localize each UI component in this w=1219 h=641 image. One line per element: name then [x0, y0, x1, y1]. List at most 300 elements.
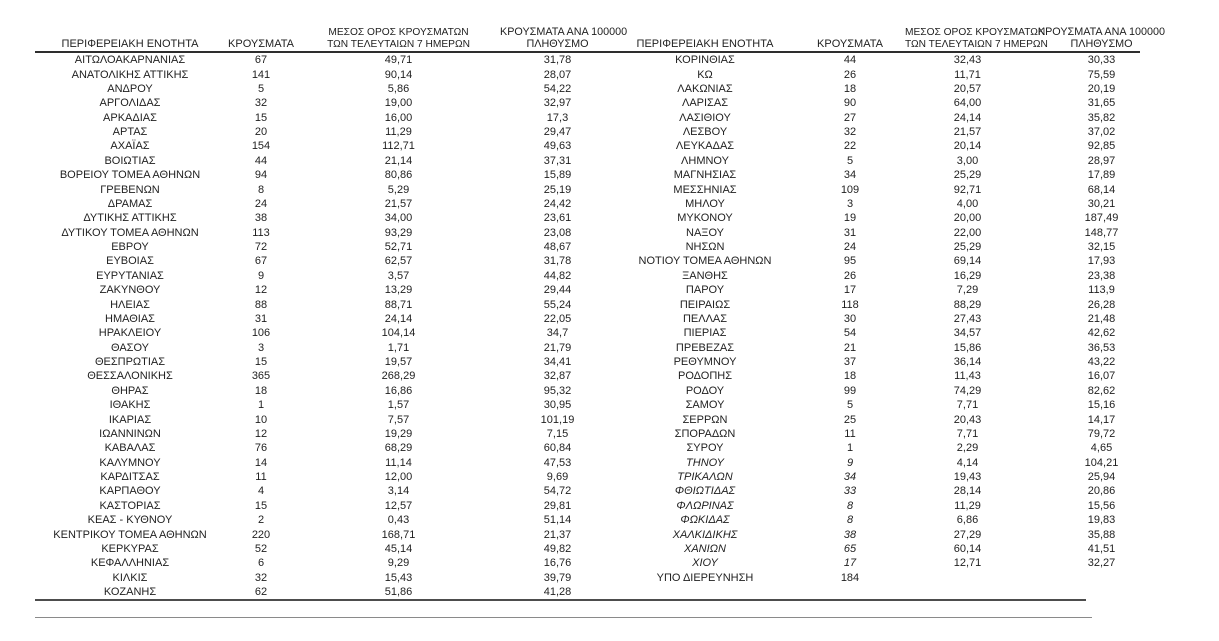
table-row — [35, 527, 615, 541]
avg7-cell: 11,29 — [385, 126, 412, 139]
per100k-cell: 9,69 — [546, 471, 569, 484]
cases-cell: 26 — [843, 68, 857, 81]
region-cell: ΤΡΙΚΑΛΩΝ — [677, 471, 733, 484]
per100k-cell: 21,37 — [543, 528, 572, 541]
avg7-cell: 45,14 — [384, 542, 413, 555]
right-header-row — [615, 14, 1173, 53]
avg7-cell: 74,29 — [953, 384, 982, 397]
region-cell: ΗΡΑΚΛΕΙΟΥ — [98, 327, 162, 340]
table-row — [615, 355, 1173, 369]
avg7-cell: 5,86 — [387, 82, 410, 95]
cases-cell: 2 — [257, 514, 265, 527]
region-cell: ΜΗΛΟΥ — [685, 197, 725, 210]
per100k-cell: 17,3 — [546, 111, 569, 124]
table-row — [615, 211, 1173, 225]
avg7-cell: 36,14 — [953, 356, 982, 369]
cases-cell: 33 — [843, 485, 857, 498]
avg7-cell: 11,43 — [954, 370, 981, 383]
table-row — [35, 154, 615, 168]
region-cell: ΙΩΑΝΝΙΝΩΝ — [99, 427, 161, 440]
left-table-body — [35, 53, 615, 599]
cases-cell: 72 — [254, 241, 268, 254]
cases-cell: 1 — [846, 442, 854, 455]
table-row — [35, 470, 615, 484]
table-row — [615, 341, 1173, 355]
table-row — [615, 297, 1173, 311]
col-header-avg7: ΜΕΣΟΣ ΟΡΟΣ ΚΡΟΥΣΜΑΤΩΝ ΤΩΝ ΤΕΛΕΥΤΑΙΩΝ 7 ΗΜΕΡΩΝ — [327, 27, 470, 50]
cases-cell: 65 — [843, 542, 857, 555]
cases-cell: 34 — [843, 169, 857, 182]
right-region-table — [615, 14, 1173, 585]
cases-cell: 14 — [254, 456, 268, 469]
per100k-cell: 25,19 — [543, 183, 572, 196]
per100k-cell: 31,78 — [543, 54, 572, 67]
region-cell: ΧΙΟΥ — [692, 557, 718, 570]
avg7-cell: 1,71 — [387, 341, 410, 354]
per100k-cell: 28,97 — [1087, 154, 1116, 167]
per100k-cell: 19,83 — [1087, 514, 1116, 527]
per100k-cell: 35,82 — [1087, 111, 1116, 124]
table-row — [35, 513, 615, 527]
region-cell: ΘΕΣΣΑΛΟΝΙΚΗΣ — [87, 370, 173, 383]
table-row — [615, 82, 1173, 96]
avg7-cell: 25,29 — [953, 169, 982, 182]
per100k-cell: 55,24 — [543, 298, 572, 311]
region-cell: ΛΗΜΝΟΥ — [681, 154, 729, 167]
avg7-cell: 22,00 — [953, 226, 982, 239]
avg7-cell: 20,57 — [953, 82, 982, 95]
per100k-cell: 36,53 — [1087, 341, 1116, 354]
avg7-cell: 104,14 — [381, 327, 416, 340]
per100k-cell: 92,85 — [1087, 140, 1116, 153]
avg7-cell: 7,29 — [956, 284, 979, 297]
region-cell: ΠΕΛΛΑΣ — [682, 312, 728, 325]
cases-cell: 17 — [843, 557, 857, 570]
avg7-cell: 7,57 — [387, 413, 410, 426]
table-row — [615, 96, 1173, 110]
per100k-cell: 42,62 — [1087, 327, 1116, 340]
per100k-cell: 41,28 — [543, 586, 572, 599]
cases-cell: 15 — [254, 499, 268, 512]
region-cell: ΡΟΔΟΥ — [685, 384, 725, 397]
per100k-cell: 68,14 — [1087, 183, 1116, 196]
region-cell: ΚΕΦΑΛΛΗΝΙΑΣ — [90, 557, 170, 570]
table-row — [35, 269, 615, 283]
region-cell: ΦΘΙΩΤΙΔΑΣ — [674, 485, 736, 498]
cases-cell: 26 — [843, 269, 857, 282]
table-row — [35, 283, 615, 297]
per100k-cell: 25,94 — [1087, 471, 1116, 484]
region-cell: ΡΟΔΟΠΗΣ — [677, 370, 733, 383]
region-cell: ΖΑΚΥΝΘΟΥ — [99, 284, 161, 297]
avg7-cell: 32,43 — [953, 54, 982, 67]
avg7-cell: 2,29 — [956, 442, 979, 455]
avg7-cell: 34,00 — [384, 212, 413, 225]
header-underline — [35, 51, 1140, 53]
avg7-cell: 51,86 — [384, 586, 413, 599]
per100k-cell: 21,48 — [1087, 312, 1116, 325]
table-row — [35, 441, 615, 455]
table-row — [35, 96, 615, 110]
cases-cell: 9 — [257, 269, 265, 282]
table-row — [615, 111, 1173, 125]
region-cell: ΔΥΤΙΚΗΣ ΑΤΤΙΚΗΣ — [83, 212, 177, 225]
col-header-region: ΠΕΡΙΦΕΡΕΙΑΚΗ ΕΝΟΤΗΤΑ — [636, 38, 774, 50]
cases-cell: 38 — [254, 212, 268, 225]
table-row — [615, 168, 1173, 182]
cases-cell: 12 — [254, 427, 268, 440]
region-cell: ΛΑΣΙΘΙΟΥ — [679, 111, 731, 124]
avg7-cell: 52,71 — [384, 241, 413, 254]
table-row — [35, 211, 615, 225]
table-row — [615, 542, 1173, 556]
table-row — [35, 556, 615, 570]
table-row — [615, 254, 1173, 268]
cases-cell: 17 — [843, 284, 857, 297]
per100k-cell — [1030, 571, 1173, 585]
per100k-cell: 15,56 — [1087, 499, 1116, 512]
region-cell: ΔΡΑΜΑΣ — [107, 197, 153, 210]
footer-divider-rule — [35, 617, 1092, 618]
cases-cell: 113 — [252, 226, 270, 239]
per100k-cell: 60,84 — [543, 442, 572, 455]
table-row — [35, 297, 615, 311]
per100k-cell: 22,05 — [543, 312, 572, 325]
avg7-cell: 25,29 — [953, 241, 982, 254]
per100k-cell: 30,33 — [1087, 54, 1116, 67]
per100k-cell: 54,72 — [543, 485, 572, 498]
cases-cell: 76 — [254, 442, 268, 455]
table-row — [615, 470, 1173, 484]
region-cell: ΚΑΒΑΛΑΣ — [104, 442, 156, 455]
region-cell: ΚΕΑΣ - ΚΥΘΝΟΥ — [87, 514, 173, 527]
cases-cell: 4 — [257, 485, 265, 498]
region-cell: ΑΡΤΑΣ — [112, 126, 148, 139]
region-cell: ΗΜΑΘΙΑΣ — [105, 312, 155, 325]
avg7-cell: 7,71 — [956, 427, 979, 440]
avg7-cell: 11,29 — [954, 499, 981, 512]
avg7-cell: 15,43 — [384, 571, 413, 584]
region-cell: ΚΕΡΚΥΡΑΣ — [101, 542, 159, 555]
table-row — [35, 67, 615, 81]
per100k-cell: 54,22 — [543, 82, 572, 95]
table-row — [35, 226, 615, 240]
avg7-cell: 80,86 — [384, 169, 413, 182]
table-row — [35, 341, 615, 355]
per100k-cell: 30,21 — [1087, 197, 1116, 210]
per100k-cell: 95,32 — [543, 384, 572, 397]
region-cell: ΧΑΛΚΙΔΙΚΗΣ — [672, 528, 738, 541]
cases-cell: 32 — [843, 126, 857, 139]
table-row — [615, 398, 1173, 412]
avg7-cell: 21,14 — [384, 154, 413, 167]
avg7-cell: 20,43 — [953, 413, 982, 426]
region-cell: ΚΩ — [697, 68, 713, 81]
avg7-cell: 11,71 — [954, 68, 981, 81]
avg7-cell: 5,29 — [387, 183, 410, 196]
cases-cell: 106 — [251, 327, 271, 340]
avg7-cell: 168,71 — [381, 528, 416, 541]
region-cell: ΚΑΣΤΟΡΙΑΣ — [99, 499, 161, 512]
cases-cell: 5 — [257, 82, 265, 95]
cases-cell: 8 — [846, 514, 854, 527]
table-row — [35, 53, 615, 67]
region-cell: ΙΘΑΚΗΣ — [109, 399, 151, 412]
per100k-cell: 14,17 — [1087, 413, 1116, 426]
avg7-cell: 88,71 — [384, 298, 413, 311]
cases-cell: 8 — [257, 183, 265, 196]
per100k-cell: 21,79 — [543, 341, 572, 354]
table-row — [35, 427, 615, 441]
cases-cell: 25 — [843, 413, 857, 426]
region-cell: ΝΟΤΙΟΥ ΤΟΜΕΑ ΑΘΗΝΩΝ — [638, 255, 772, 268]
table-row — [35, 384, 615, 398]
cases-cell: 30 — [843, 312, 857, 325]
table-row — [35, 499, 615, 513]
cases-cell: 27 — [843, 111, 857, 124]
cases-cell: 19 — [843, 212, 857, 225]
per100k-cell: 43,22 — [1087, 356, 1116, 369]
cases-cell: 21 — [843, 341, 857, 354]
per100k-cell: 39,79 — [543, 571, 572, 584]
region-cell: ΕΥΒΟΙΑΣ — [106, 255, 154, 268]
avg7-cell: 28,14 — [953, 485, 982, 498]
avg7-cell: 88,29 — [953, 298, 982, 311]
table-row — [35, 326, 615, 340]
cases-cell: 18 — [254, 384, 268, 397]
per100k-cell: 49,63 — [543, 140, 572, 153]
per100k-cell: 26,28 — [1087, 298, 1116, 311]
avg7-cell: 19,29 — [384, 427, 413, 440]
cases-cell: 54 — [843, 327, 857, 340]
region-cell: ΘΗΡΑΣ — [111, 384, 149, 397]
left-region-table — [35, 14, 628, 599]
cases-cell: 24 — [843, 241, 857, 254]
region-cell: ΛΑΚΩΝΙΑΣ — [677, 82, 733, 95]
left-header-row — [35, 14, 615, 53]
region-cell: ΚΕΝΤΡΙΚΟΥ ΤΟΜΕΑ ΑΘΗΝΩΝ — [53, 528, 207, 541]
cases-cell: 8 — [846, 499, 854, 512]
table-row — [615, 441, 1173, 455]
cases-cell: 141 — [251, 68, 271, 81]
avg7-cell: 21,57 — [384, 197, 413, 210]
region-cell: ΑΡΓΟΛΙΔΑΣ — [99, 97, 161, 110]
cases-cell: 52 — [254, 542, 268, 555]
per100k-cell: 34,7 — [546, 327, 569, 340]
region-cell: ΚΙΛΚΙΣ — [112, 571, 148, 584]
region-cell: ΚΟΖΑΝΗΣ — [103, 586, 157, 599]
table-row — [35, 542, 615, 556]
table-row — [615, 384, 1173, 398]
avg7-cell: 112,71 — [382, 140, 415, 153]
avg7-cell: 92,71 — [953, 183, 982, 196]
region-cell: ΣΠΟΡΑΔΩΝ — [674, 427, 736, 440]
cases-cell: 34 — [843, 471, 857, 484]
per100k-cell: 20,19 — [1087, 82, 1116, 95]
cases-cell: 94 — [254, 169, 268, 182]
avg7-cell: 20,14 — [953, 140, 982, 153]
cases-cell: 184 — [840, 571, 860, 584]
per100k-cell: 44,82 — [543, 269, 572, 282]
cases-cell: 31 — [254, 312, 268, 325]
per100k-cell: 29,44 — [543, 284, 572, 297]
avg7-cell: 27,43 — [953, 312, 982, 325]
region-cell: ΝΑΞΟΥ — [686, 226, 724, 239]
region-cell: ΜΥΚΟΝΟΥ — [677, 212, 733, 225]
per100k-cell: 31,78 — [543, 255, 572, 268]
avg7-cell: 62,57 — [384, 255, 413, 268]
cases-cell: 5 — [846, 399, 854, 412]
table-row — [615, 571, 1173, 585]
table-row — [615, 197, 1173, 211]
cases-cell: 62 — [254, 586, 268, 599]
col-header-cases: ΚΡΟΥΣΜΑΤΑ — [228, 38, 294, 50]
table-row — [615, 283, 1173, 297]
region-cell: ΠΙΕΡΙΑΣ — [683, 327, 727, 340]
region-cell: ΑΧΑΪΑΣ — [110, 140, 150, 153]
avg7-cell: 16,86 — [384, 384, 413, 397]
avg7-cell: 13,29 — [384, 284, 413, 297]
cases-cell: 11 — [255, 471, 267, 484]
region-cell: ΜΕΣΣΗΝΙΑΣ — [673, 183, 737, 196]
cases-cell: 67 — [254, 54, 268, 67]
table-row — [615, 326, 1173, 340]
avg7-cell: 21,57 — [953, 126, 982, 139]
region-cell: ΧΑΝΙΩΝ — [684, 542, 726, 555]
region-cell: ΑΙΤΩΛΟΑΚΑΡΝΑΝΙΑΣ — [74, 54, 186, 67]
per100k-cell: 32,97 — [543, 97, 572, 110]
cases-cell: 18 — [843, 370, 857, 383]
avg7-cell: 0,43 — [387, 514, 410, 527]
region-cell: ΤΗΝΟΥ — [686, 456, 724, 469]
region-cell: ΠΑΡΟΥ — [685, 284, 725, 297]
avg7-cell: 64,00 — [953, 97, 982, 110]
cases-cell: 12 — [254, 284, 268, 297]
col-header-avg7: ΜΕΣΟΣ ΟΡΟΣ ΚΡΟΥΣΜΑΤΩΝ ΤΩΝ ΤΕΛΕΥΤΑΙΩΝ 7 ΗΜΕΡΩΝ — [905, 27, 1048, 50]
per100k-cell: 34,41 — [543, 356, 572, 369]
per100k-cell: 32,87 — [543, 370, 572, 383]
cases-cell: 38 — [843, 528, 857, 541]
region-cell: ΠΡΕΒΕΖΑΣ — [675, 341, 735, 354]
table-row — [35, 182, 615, 196]
per100k-cell: 29,47 — [543, 126, 572, 139]
per100k-cell: 20,86 — [1087, 485, 1116, 498]
table-row — [615, 154, 1173, 168]
cases-cell: 32 — [254, 571, 268, 584]
table-row — [615, 139, 1173, 153]
avg7-cell: 60,14 — [953, 542, 982, 555]
table-row — [615, 240, 1173, 254]
per100k-cell: 17,89 — [1087, 169, 1116, 182]
avg7-cell: 16,00 — [384, 111, 413, 124]
table-row — [615, 269, 1173, 283]
cases-cell: 67 — [254, 255, 268, 268]
table-row — [35, 197, 615, 211]
per100k-cell: 51,14 — [543, 514, 572, 527]
per100k-cell: 104,21 — [1084, 456, 1119, 469]
avg7-cell: 69,14 — [953, 255, 982, 268]
region-cell: ΙΚΑΡΙΑΣ — [108, 413, 152, 426]
cases-cell: 154 — [251, 140, 271, 153]
region-cell: ΛΕΣΒΟΥ — [682, 126, 728, 139]
table-row — [35, 369, 615, 383]
table-row — [35, 456, 615, 470]
table-row — [615, 67, 1173, 81]
table-row — [615, 556, 1173, 570]
per100k-cell: 23,08 — [543, 226, 572, 239]
avg7-cell: 9,29 — [387, 557, 410, 570]
avg7-cell: 93,29 — [384, 226, 413, 239]
table-row — [615, 369, 1173, 383]
region-cell: ΣΥΡΟΥ — [686, 442, 724, 455]
per100k-cell: 32,15 — [1087, 241, 1116, 254]
avg7-cell: 19,43 — [953, 471, 982, 484]
region-cell: ΣΕΡΡΩΝ — [682, 413, 728, 426]
table-row — [615, 226, 1173, 240]
cases-cell: 15 — [254, 111, 268, 124]
avg7-cell: 12,57 — [384, 499, 413, 512]
per100k-cell: 37,31 — [543, 154, 572, 167]
table-row — [35, 254, 615, 268]
cases-cell: 220 — [251, 528, 271, 541]
per100k-cell: 113,9 — [1088, 284, 1115, 297]
cases-cell: 9 — [846, 456, 854, 469]
cases-cell: 10 — [254, 413, 268, 426]
region-cell: ΝΗΣΩΝ — [685, 241, 725, 254]
per100k-cell: 30,95 — [543, 399, 572, 412]
table-row — [615, 427, 1173, 441]
region-cell: ΑΝΑΤΟΛΙΚΗΣ ΑΤΤΙΚΗΣ — [71, 68, 189, 81]
region-cell: ΑΡΚΑΔΙΑΣ — [103, 111, 157, 124]
region-cell: ΗΛΕΙΑΣ — [110, 298, 150, 311]
region-cell: ΚΑΡΔΙΤΣΑΣ — [100, 471, 160, 484]
region-cell: ΕΒΡΟΥ — [111, 241, 149, 254]
cases-cell: 3 — [846, 197, 854, 210]
table-bottom-rule — [35, 599, 1086, 601]
col-header-per100k: ΚΡΟΥΣΜΑΤΑ ΑΝΑ 100000 ΠΛΗΘΥΣΜΟ — [500, 26, 628, 50]
col-header-cases: ΚΡΟΥΣΜΑΤΑ — [817, 38, 883, 50]
region-cell: ΠΕΙΡΑΙΩΣ — [679, 298, 731, 311]
table-row — [615, 456, 1173, 470]
cases-cell: 88 — [254, 298, 268, 311]
per100k-cell: 148,77 — [1084, 226, 1119, 239]
region-cell: ΥΠΟ ΔΙΕΡΕΥΝΗΣΗ — [656, 571, 754, 584]
per100k-cell: 49,82 — [543, 542, 572, 555]
region-cell: ΑΝΔΡΟΥ — [107, 82, 153, 95]
col-header-region: ΠΕΡΙΦΕΡΕΙΑΚΗ ΕΝΟΤΗΤΑ — [61, 38, 199, 50]
avg7-cell: 6,86 — [956, 514, 979, 527]
table-row — [35, 240, 615, 254]
avg7-cell: 27,29 — [953, 528, 982, 541]
per100k-cell: 15,16 — [1087, 399, 1116, 412]
table-row — [35, 312, 615, 326]
cases-cell: 18 — [843, 82, 857, 95]
region-cell: ΜΑΓΝΗΣΙΑΣ — [673, 169, 737, 182]
avg7-cell: 268,29 — [381, 370, 416, 383]
per100k-cell: 17,93 — [1087, 255, 1116, 268]
per100k-cell: 16,76 — [543, 557, 572, 570]
region-cell: ΒΟΙΩΤΙΑΣ — [104, 154, 156, 167]
region-cell: ΕΥΡΥΤΑΝΙΑΣ — [96, 269, 164, 282]
cases-cell: 1 — [257, 399, 265, 412]
avg7-cell: 20,00 — [953, 212, 982, 225]
avg7-cell: 68,29 — [384, 442, 413, 455]
avg7-cell: 3,57 — [387, 269, 410, 282]
per100k-cell: 31,65 — [1087, 97, 1116, 110]
cases-cell: 44 — [254, 154, 268, 167]
region-cell: ΘΕΣΠΡΩΤΙΑΣ — [94, 356, 166, 369]
per100k-cell: 24,42 — [543, 197, 572, 210]
